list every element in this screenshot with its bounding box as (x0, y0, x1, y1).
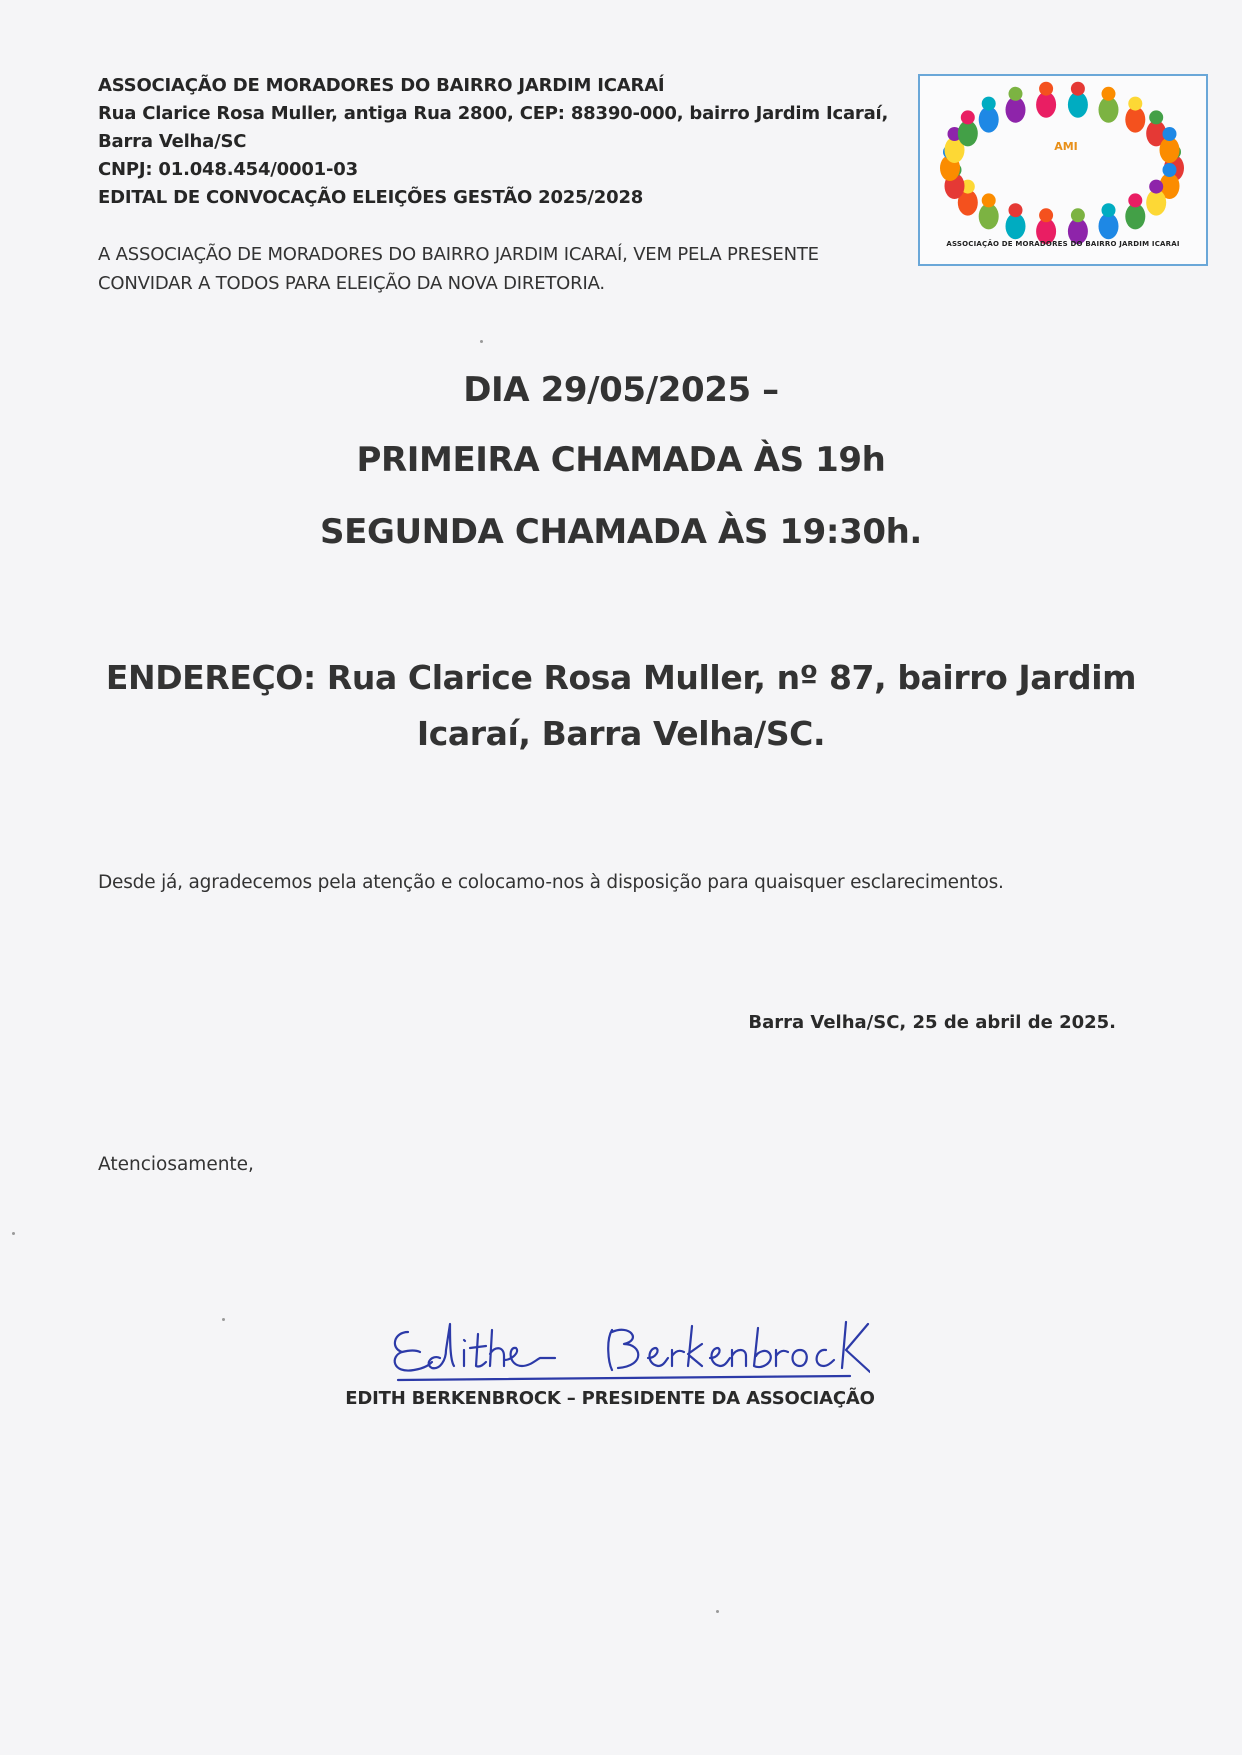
election-date: DIA 29/05/2025 – (463, 370, 779, 410)
place-date: Barra Velha/SC, 25 de abril de 2025. (748, 1012, 1116, 1033)
first-call-time: PRIMEIRA CHAMADA ÀS 19h (356, 440, 886, 480)
logo-person-head (982, 97, 996, 111)
address-line-1: ENDEREÇO: Rua Clarice Rosa Muller, nº 87, bairro Jardim (105, 658, 1137, 697)
logo-person-head (1128, 193, 1142, 207)
scan-speck (12, 1232, 15, 1235)
association-city: Barra Velha/SC (98, 131, 247, 152)
scan-speck (480, 340, 483, 343)
logo-person-head (1071, 208, 1085, 222)
logo-caption: ASSOCIAÇÃO DE MORADORES DO BAIRRO JARDIM ICARAI (946, 240, 1180, 248)
logo-person-head (982, 193, 996, 207)
signer-name-title: EDITH BERKENBROCK – PRESIDENTE DA ASSOCIAÇÃO (345, 1388, 875, 1409)
logo-person-head (1149, 180, 1163, 194)
logo-person-head (1009, 87, 1023, 101)
intro-paragraph (98, 240, 918, 298)
scan-speck (222, 1318, 225, 1321)
logo-person-head (961, 110, 975, 124)
association-name: ASSOCIAÇÃO DE MORADORES DO BAIRRO JARDIM ICARAÍ (98, 75, 665, 96)
intro-line-1: A ASSOCIAÇÃO DE MORADORES DO BAIRRO JARDIM ICARAÍ, VEM PELA PRESENTE (98, 244, 819, 265)
thanks-paragraph: Desde já, agradecemos pela atenção e colocamo-nos à disposição para quaisquer esclarecimentos. (98, 872, 1004, 893)
scan-speck (716, 1610, 719, 1613)
people-circle-logo-icon (920, 76, 1206, 264)
meeting-address (0, 650, 1242, 762)
association-cnpj: CNPJ: 01.048.454/0001-03 (98, 159, 358, 180)
logo-person-head (1163, 127, 1177, 141)
handwritten-signature (380, 1310, 870, 1400)
letterhead (98, 72, 889, 212)
logo-person-head (1102, 203, 1116, 217)
logo-person-head (1163, 163, 1177, 177)
edital-title: EDITAL DE CONVOCAÇÃO ELEIÇÕES GESTÃO 2025/2028 (98, 187, 644, 208)
logo-person-head (1009, 203, 1023, 217)
logo-person-head (1128, 97, 1142, 111)
logo-person-head (1039, 82, 1053, 96)
logo-person-head (1039, 208, 1053, 222)
closing-salutation: Atenciosamente, (98, 1154, 254, 1175)
association-street: Rua Clarice Rosa Muller, antiga Rua 2800, CEP: 88390-000, bairro Jardim Icaraí, (98, 103, 889, 124)
logo-person-head (1071, 82, 1085, 96)
association-logo (918, 74, 1208, 266)
address-line-2: Icaraí, Barra Velha/SC. (416, 714, 826, 753)
logo-person-head (1102, 87, 1116, 101)
second-call-time: SEGUNDA CHAMADA ÀS 19:30h. (320, 512, 922, 552)
intro-line-2: CONVIDAR A TODOS PARA ELEIÇÃO DA NOVA DIRETORIA. (98, 273, 605, 294)
logo-badge: AMI (1054, 140, 1078, 153)
logo-person-head (1149, 110, 1163, 124)
